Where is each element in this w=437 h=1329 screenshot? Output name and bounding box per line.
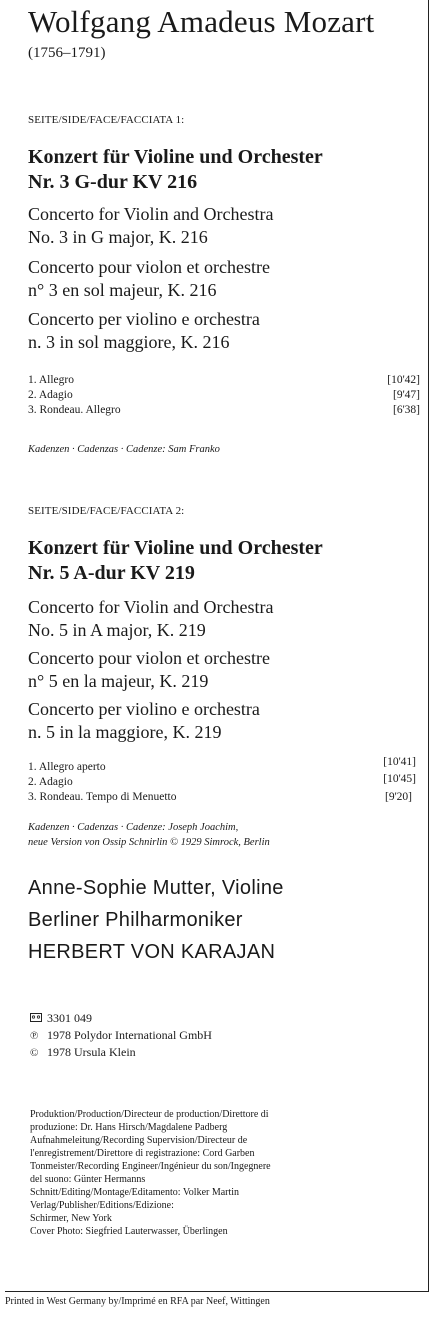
side-1-title-en-line2: No. 3 in G major, K. 216 <box>28 227 208 247</box>
credit-line: Schnitt/Editing/Montage/Editamento: Volker Martin <box>30 1187 240 1198</box>
phonogram-text: 1978 Polydor International GmbH <box>47 1028 212 1042</box>
side-2-title-fr-line2: n° 5 en la majeur, K. 219 <box>28 671 209 691</box>
track-row <box>28 756 416 775</box>
credit-line: Cover Photo: Siegfried Lauterwasser, Überlingen <box>30 1226 228 1237</box>
production-credits <box>30 1108 271 1238</box>
side-2-title-fr-line1: Concerto pour violon et orchestre <box>28 648 270 668</box>
credit-line: Verlag/Publisher/Editions/Edizione: <box>30 1200 174 1211</box>
track-duration: [9'47] <box>393 389 420 401</box>
track-duration: [10'41] <box>383 756 416 768</box>
soloist: Anne-Sophie Mutter, Violine <box>28 877 284 899</box>
side-2-title-de-line1: Konzert für Violine und Orchester <box>28 537 323 559</box>
composer-name: Wolfgang Amadeus Mozart <box>28 4 375 39</box>
credit-line: Schirmer, New York <box>30 1213 112 1224</box>
side-1-title-de-line2: Nr. 3 G-dur KV 216 <box>28 171 198 193</box>
catalog-number-row <box>30 1010 212 1027</box>
composer-dates: (1756–1791) <box>28 45 106 61</box>
credit-line: Tonmeister/Recording Engineer/Ingénieur du son/Ingegnere <box>30 1161 271 1172</box>
side-1-title-fr-line1: Concerto pour violon et orchestre <box>28 257 270 277</box>
credit-line: Produktion/Production/Directeur de production/Direttore di <box>30 1109 269 1120</box>
track-row <box>28 790 416 805</box>
side-1-label: SEITE/SIDE/FACE/FACCIATA 1: <box>28 114 185 126</box>
side-2-title-it-line1: Concerto per violino e orchestra <box>28 699 260 719</box>
side-1-cadenza-note: Kadenzen · Cadenzas · Cadenze: Sam Franko <box>28 444 220 455</box>
copyright-symbol: © <box>30 1047 39 1059</box>
track-duration: [9'20] <box>385 791 412 803</box>
credit-line: produzione: Dr. Hans Hirsch/Magdalene Padberg <box>30 1122 228 1133</box>
track-row <box>28 388 420 403</box>
track-row <box>28 403 420 418</box>
side-1-title-en-line1: Concerto for Violin and Orchestra <box>28 204 274 224</box>
printed-in-note: Printed in West Germany by/Imprimé en RFA par Neef, Wittingen <box>5 1296 270 1307</box>
side-1-title-it-line1: Concerto per violino e orchestra <box>28 309 260 329</box>
track-title: 2. Adagio <box>28 389 73 401</box>
side-1-title-fr-line2: n° 3 en sol majeur, K. 216 <box>28 280 217 300</box>
phonogram-row <box>30 1027 212 1044</box>
track-row <box>28 775 416 790</box>
phonogram-symbol: ℗ <box>30 1030 39 1042</box>
side-2-title-de-line2: Nr. 5 A-dur KV 219 <box>28 562 195 584</box>
track-duration: [6'38] <box>393 404 420 416</box>
track-title: 3. Rondeau. Tempo di Menuetto <box>28 791 177 803</box>
side-2-cadenza-note-line2: neue Version von Ossip Schnirlin © 1929 Simrock, Berlin <box>28 837 270 848</box>
conductor: HERBERT VON KARAJAN <box>28 941 276 963</box>
credit-line: l'enregistrement/Direttore di registrazione: Cord Garben <box>30 1148 255 1159</box>
track-title: 1. Allegro aperto <box>28 761 106 773</box>
track-title: 3. Rondeau. Allegro <box>28 404 121 416</box>
copyright-row <box>30 1044 212 1061</box>
side-1-title-de-line1: Konzert für Violine und Orchester <box>28 146 323 168</box>
side-2-cadenza-note-line1: Kadenzen · Cadenzas · Cadenze: Joseph Joachim, <box>28 822 239 833</box>
orchestra: Berliner Philharmoniker <box>28 909 243 931</box>
credit-line: del suono: Günter Hermanns <box>30 1174 146 1185</box>
track-title: 1. Allegro <box>28 374 74 386</box>
side-2-track-list <box>28 756 416 805</box>
side-1-title-it-line2: n. 3 in sol maggiore, K. 216 <box>28 332 230 352</box>
track-row <box>28 373 420 388</box>
track-duration: [10'45] <box>383 773 416 785</box>
catalog-number: 3301 049 <box>47 1011 92 1025</box>
copyright-text: 1978 Ursula Klein <box>47 1045 136 1059</box>
track-duration: [10'42] <box>387 374 420 386</box>
credit-line: Aufnahmeleitung/Recording Supervision/Directeur de <box>30 1135 248 1146</box>
side-2-label: SEITE/SIDE/FACE/FACCIATA 2: <box>28 505 185 517</box>
cassette-icon <box>30 1011 44 1027</box>
side-2-title-en-line1: Concerto for Violin and Orchestra <box>28 597 274 617</box>
side-2-title-it-line2: n. 5 in la maggiore, K. 219 <box>28 722 222 742</box>
track-title: 2. Adagio <box>28 776 73 788</box>
side-1-track-list <box>28 373 420 418</box>
catalog-info <box>30 1010 212 1061</box>
side-2-title-en-line2: No. 5 in A major, K. 219 <box>28 620 206 640</box>
